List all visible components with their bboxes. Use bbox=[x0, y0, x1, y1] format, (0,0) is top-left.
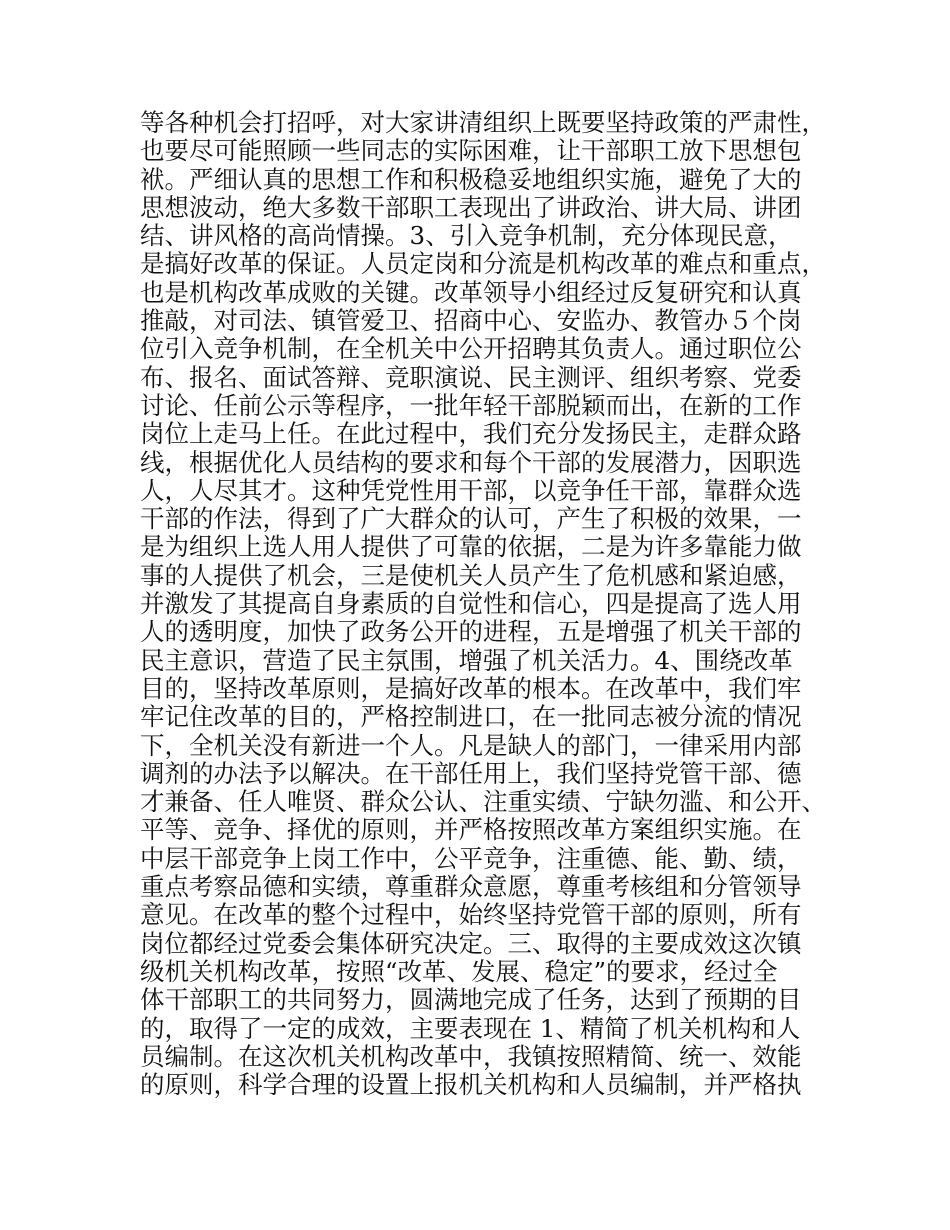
text-line: 人的透明度，加快了政务公开的进程，五是增强了机关干部的 bbox=[140, 617, 802, 647]
text-line: 重点考察品德和实绩，尊重群众意愿，尊重考核组和分管领导 bbox=[140, 872, 802, 902]
text-line: 线，根据优化人员结构的要求和每个干部的发展潜力，因职选 bbox=[140, 447, 802, 477]
text-line: 的，取得了一定的成效，主要表现在 1、精简了机关机构和人 bbox=[140, 1013, 801, 1043]
text-line: 牢记住改革的目的，严格控制进口，在一批同志被分流的情况 bbox=[140, 702, 802, 732]
text-line: 体干部职工的共同努力，圆满地完成了任务，达到了预期的目 bbox=[140, 985, 802, 1015]
text-line: 布、报名、面试答辩、竞职演说、民主测评、组织考察、党委 bbox=[140, 362, 802, 392]
text-line: 是搞好改革的保证。人员定岗和分流是机构改革的难点和重点， bbox=[140, 249, 826, 279]
text-line: 袱。严细认真的思想工作和积极稳妥地组织实施，避免了大的 bbox=[140, 164, 802, 194]
text-line: 推敲，对司法、镇管爱卫、招商中心、安监办、教管办５个岗 bbox=[140, 306, 802, 336]
text-line: 才兼备、任人唯贤、群众公认、注重实绩、宁缺勿滥、和公开、 bbox=[140, 787, 826, 817]
text-line: 是为组织上选人用人提供了可靠的依据，二是为许多靠能力做 bbox=[140, 532, 802, 562]
text-line: 岗位都经过党委会集体研究决定。三、取得的主要成效这次镇 bbox=[140, 928, 802, 958]
text-line: 岗位上走马上任。在此过程中，我们充分发扬民主，走群众路 bbox=[140, 419, 802, 449]
text-line: 中层干部竞争上岗工作中，公平竞争，注重德、能、勤、绩， bbox=[140, 843, 802, 873]
text-line: 讨论、任前公示等程序，一批年轻干部脱颖而出，在新的工作 bbox=[140, 390, 802, 420]
text-line: 事的人提供了机会，三是使机关人员产生了危机感和紧迫感， bbox=[140, 560, 802, 590]
text-line: 的原则，科学合理的设置上报机关机构和人员编制，并严格执 bbox=[140, 1070, 802, 1100]
text-line: 位引入竞争机制，在全机关中公开招聘其负责人。通过职位公 bbox=[140, 334, 802, 364]
text-line: 级机关机构改革，按照“改革、发展、稳定”的要求，经过全 bbox=[140, 956, 778, 986]
text-line: 结、讲风格的高尚情操。3、引入竞争机制，充分体现民意， bbox=[140, 221, 793, 251]
text-line: 也要尽可能照顾一些同志的实际困难，让干部职工放下思想包 bbox=[140, 136, 802, 166]
text-line: 下，全机关没有新进一个人。凡是缺人的部门，一律采用内部 bbox=[140, 730, 802, 760]
text-line: 民主意识，营造了民主氛围，增强了机关活力。4、围绕改革 bbox=[140, 645, 793, 675]
body-text bbox=[140, 108, 826, 1100]
text-line: 平等、竞争、择优的原则，并严格按照改革方案组织实施。在 bbox=[140, 815, 802, 845]
text-line: 等各种机会打招呼，对大家讲清组织上既要坚持政策的严肃性， bbox=[140, 108, 826, 137]
text-line: 目的，坚持改革原则，是搞好改革的根本。在改革中，我们牢 bbox=[140, 673, 802, 703]
text-line: 并激发了其提高自身素质的自觉性和信心，四是提高了选人用 bbox=[140, 589, 802, 619]
text-line: 意见。在改革的整个过程中，始终坚持党管干部的原则，所有 bbox=[140, 900, 802, 930]
text-line: 干部的作法，得到了广大群众的认可，产生了积极的效果，一 bbox=[140, 504, 802, 534]
text-line: 思想波动，绝大多数干部职工表现出了讲政治、讲大局、讲团 bbox=[140, 192, 802, 222]
text-line: 调剂的办法予以解决。在干部任用上，我们坚持党管干部、德 bbox=[140, 758, 802, 788]
text-line: 人，人尽其才。这种凭党性用干部，以竞争任干部，靠群众选 bbox=[140, 475, 802, 505]
text-line: 也是机构改革成败的关键。改革领导小组经过反复研究和认真 bbox=[140, 277, 802, 307]
text-line: 员编制。在这次机关机构改革中，我镇按照精简、统一、效能 bbox=[140, 1041, 802, 1071]
